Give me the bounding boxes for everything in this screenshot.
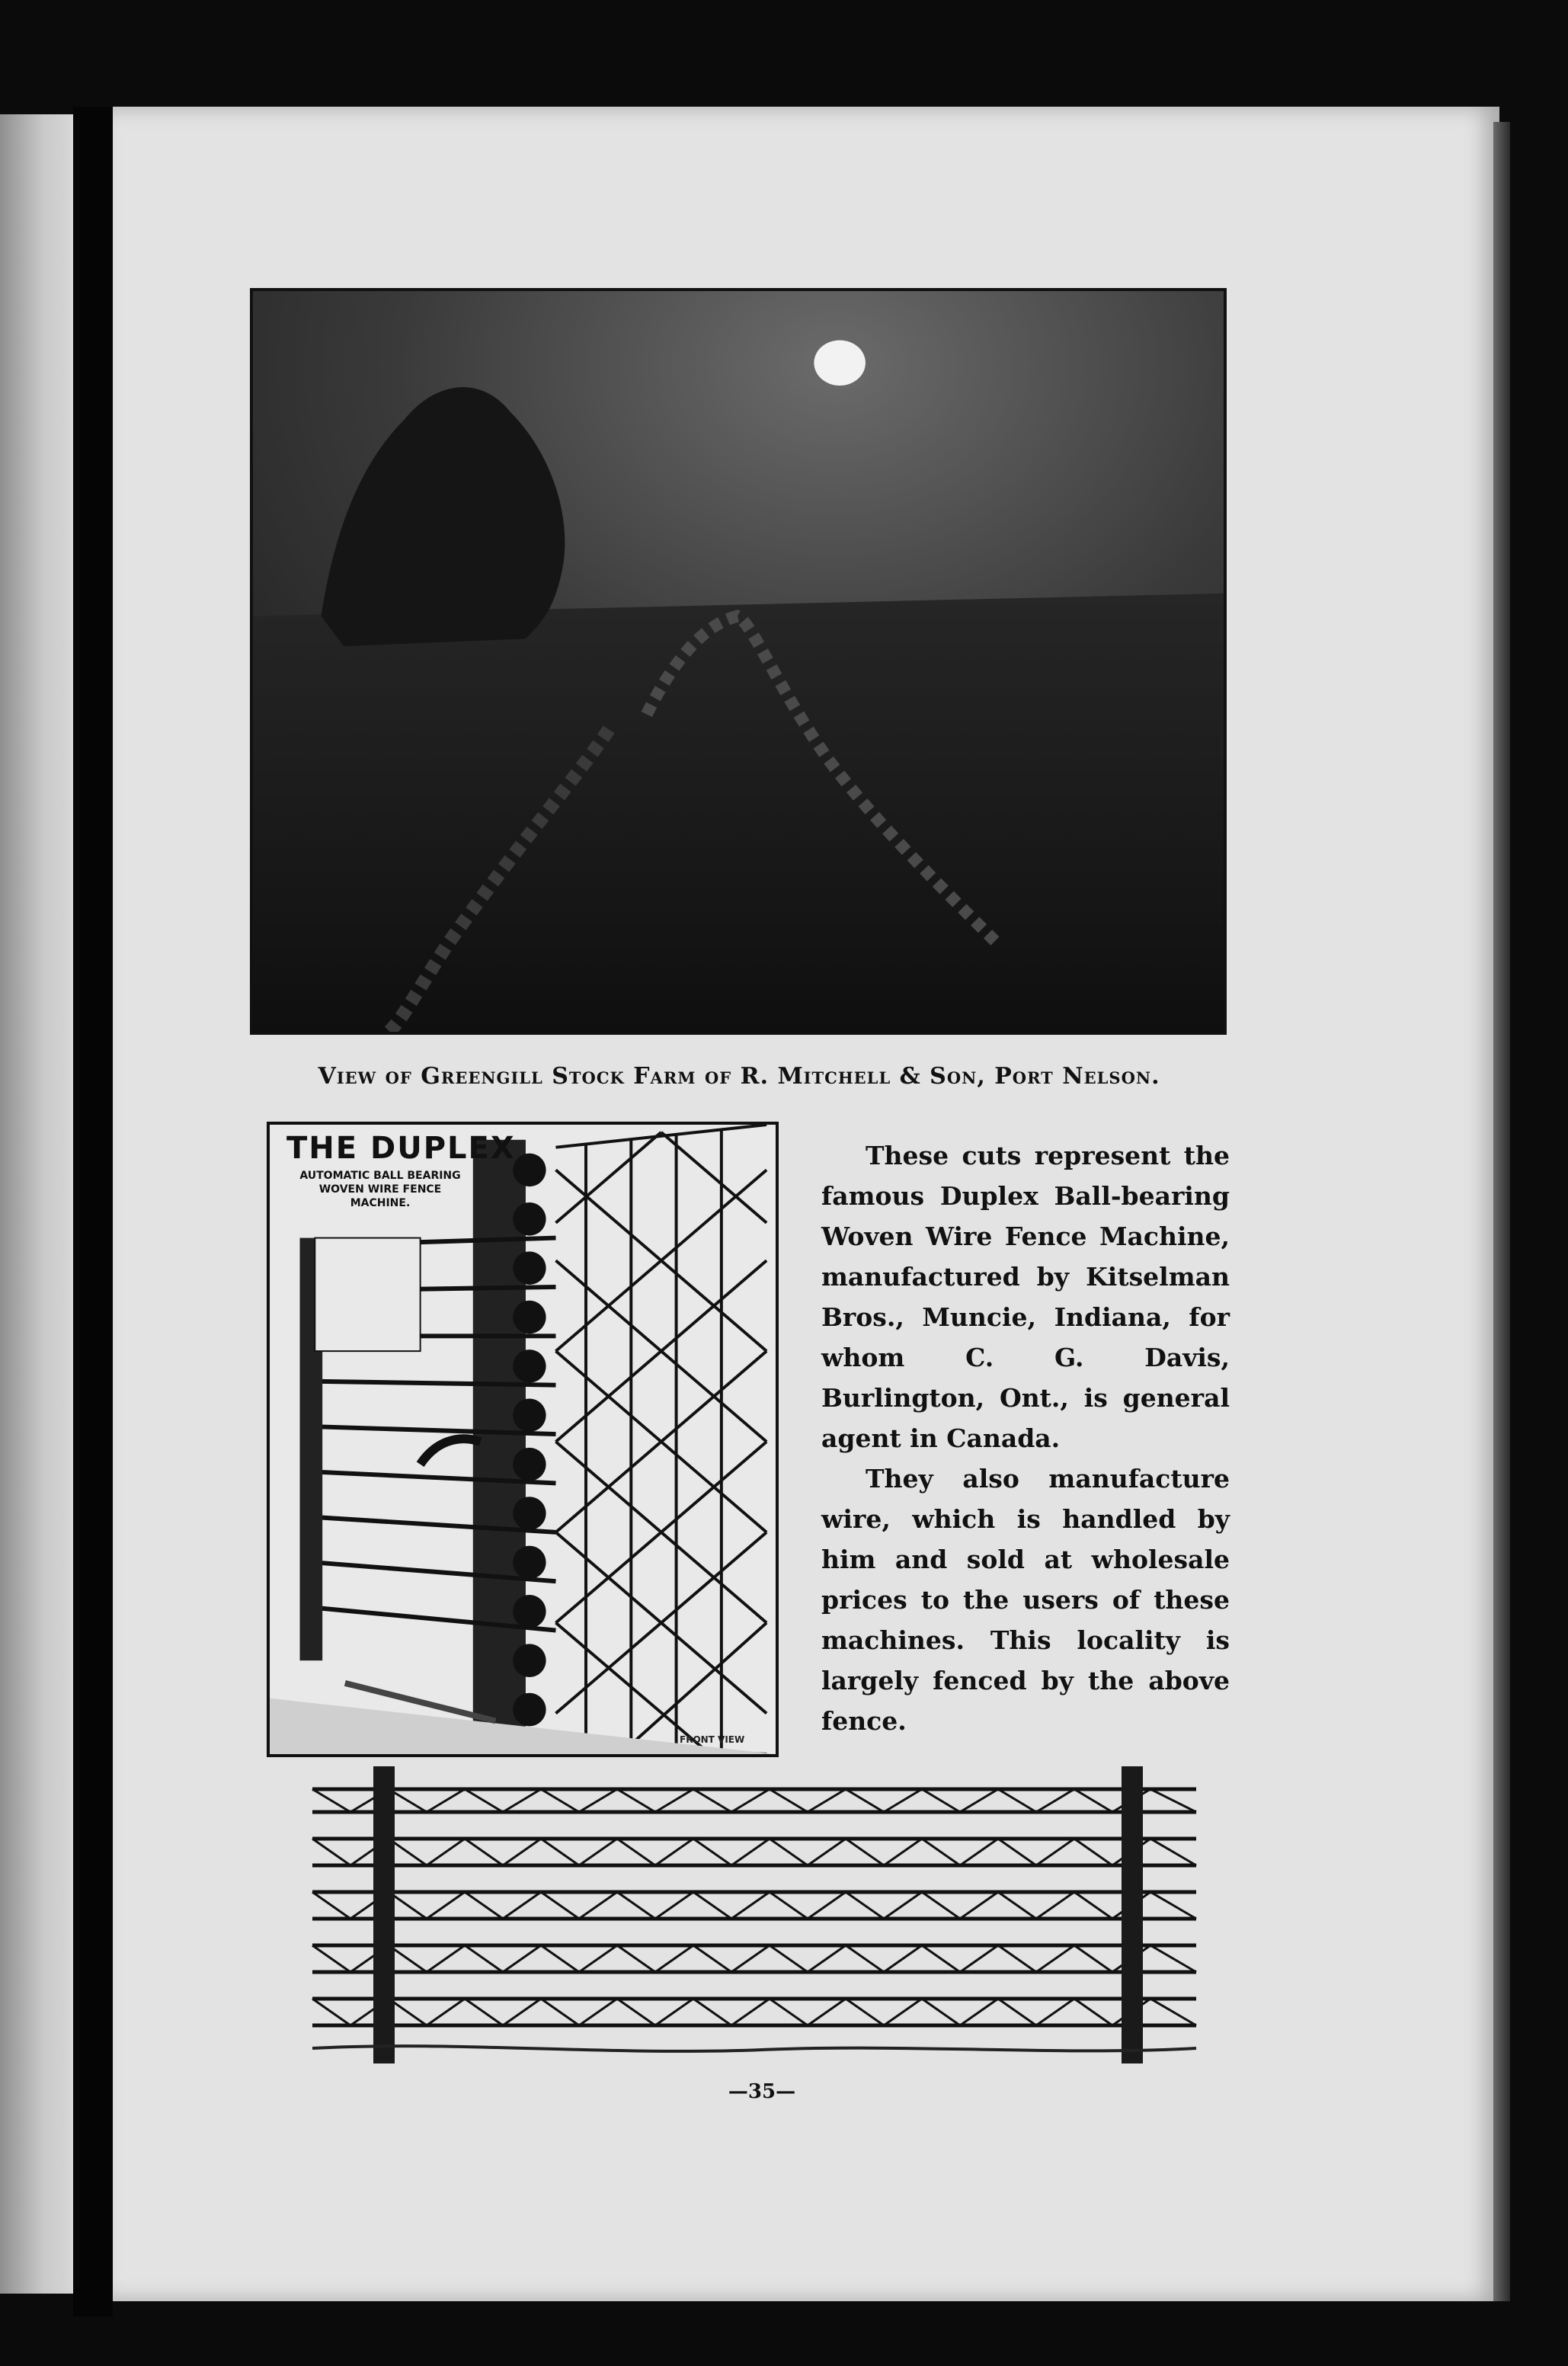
page-edge-shadow xyxy=(1493,122,1510,2301)
duplex-machine-illustration xyxy=(267,1122,779,1757)
woven-fence-illustration xyxy=(305,1766,1204,2086)
paragraph-2: They also manufacture wire, which is handled by him and sold at wholesale prices to the users of these machines. This locality is largely fenced by the above fence. xyxy=(821,1464,1230,1736)
front-view-label: FRONT VIEW xyxy=(680,1734,745,1745)
photo-caption: View of Greengill Stock Farm of R. Mitchell & Son, Port Nelson. xyxy=(318,1063,1160,1090)
page-number: —35— xyxy=(728,2080,796,2103)
facing-page-edge xyxy=(0,114,73,2294)
duplex-subtitle: AUTOMATIC BALL BEARING WOVEN WIRE FENCE MACHINE. xyxy=(299,1170,461,1209)
description-text xyxy=(821,1135,1230,1741)
duplex-title: THE DUPLEX xyxy=(286,1131,516,1166)
farm-photograph xyxy=(250,288,1227,1035)
paragraph-1: These cuts represent the famous Duplex Ball-bearing Woven Wire Fence Machine, manufactured by Kitselman Bros., Muncie, Indiana, for whom C. G. Davis, Burlington, Ont., is general agent in Canada. xyxy=(821,1141,1230,1453)
book-binding xyxy=(73,107,113,2316)
